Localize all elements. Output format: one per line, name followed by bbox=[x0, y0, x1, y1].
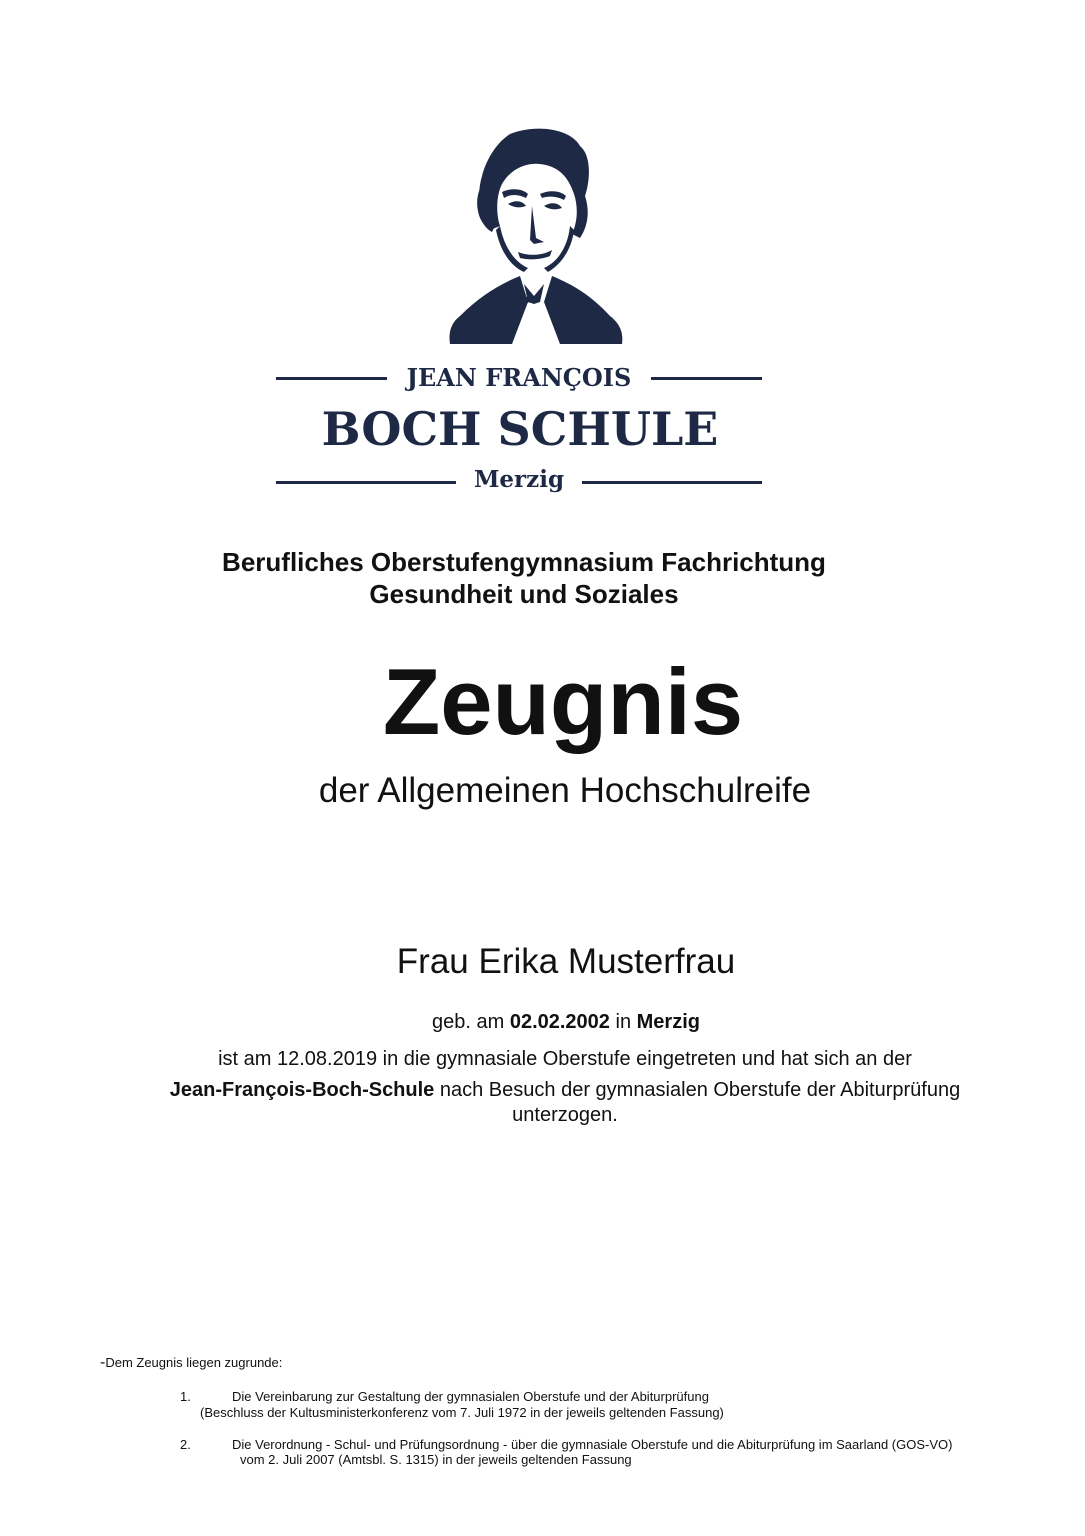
entry-text: ist am 12.08.2019 in die gymnasiale Oberstufe eingetreten und hat sich an der bbox=[218, 1048, 912, 1070]
logo-line-merzig: Merzig bbox=[473, 466, 565, 493]
footnote-intro-text: Dem Zeugnis liegen zugrunde: bbox=[105, 1355, 283, 1370]
footnote-1-line2: (Beschluss der Kultusministerkonferenz vom 7. Juli 1972 in der jeweils geltenden Fassung) bbox=[200, 1405, 724, 1420]
logo-line-boch-schule: BOCH SCHULE bbox=[321, 402, 719, 456]
footnote-dash: - bbox=[100, 1354, 106, 1371]
footnote-intro bbox=[100, 1355, 282, 1370]
portrait-icon bbox=[440, 126, 625, 344]
document-subtitle: der Allgemeinen Hochschulreife bbox=[318, 771, 812, 810]
logo-rule-bottom-left bbox=[276, 481, 456, 484]
born-in: in bbox=[615, 1011, 632, 1033]
born-prefix: geb. am bbox=[432, 1011, 505, 1033]
footnote-2-number: 2. bbox=[180, 1437, 191, 1452]
school-type-line2: Gesundheit und Soziales bbox=[369, 579, 679, 609]
exam-text-end: unterzogen. bbox=[512, 1104, 618, 1126]
footnote-2-line2: vom 2. Juli 2007 (Amtsbl. S. 1315) in der jeweils geltenden Fassung bbox=[240, 1452, 632, 1467]
document-title: Zeugnis bbox=[382, 649, 744, 754]
footnote-1-line1: Die Vereinbarung zur Gestaltung der gymnasialen Oberstufe und der Abiturprüfung bbox=[232, 1389, 709, 1404]
exam-text bbox=[0, 1078, 1085, 1102]
school-type-line1: Berufliches Oberstufengymnasium Fachrichtung bbox=[222, 547, 826, 577]
logo-line-jean-francois: JEAN FRANÇOIS bbox=[406, 363, 632, 392]
birth-date: 02.02.2002 bbox=[509, 1011, 610, 1033]
footnote-2-line1: Die Verordnung - Schul- und Prüfungsordnung - über die gymnasiale Oberstufe und die Abiturprüfung im Saarland (GOS-VO) bbox=[232, 1437, 953, 1452]
exam-text-main: nach Besuch der gymnasialen Oberstufe der Abiturprüfung bbox=[439, 1079, 961, 1101]
footnote-1-number: 1. bbox=[180, 1389, 191, 1404]
logo-rule-bottom-right bbox=[582, 481, 762, 484]
logo-rule-top-left bbox=[276, 377, 387, 380]
birth-place: Merzig bbox=[636, 1011, 700, 1033]
birth-info bbox=[0, 1010, 1085, 1034]
school-name: Jean-François-Boch-Schule bbox=[169, 1079, 435, 1101]
logo-rule-top-right bbox=[651, 377, 762, 380]
student-name: Frau Erika Musterfrau bbox=[396, 942, 736, 981]
